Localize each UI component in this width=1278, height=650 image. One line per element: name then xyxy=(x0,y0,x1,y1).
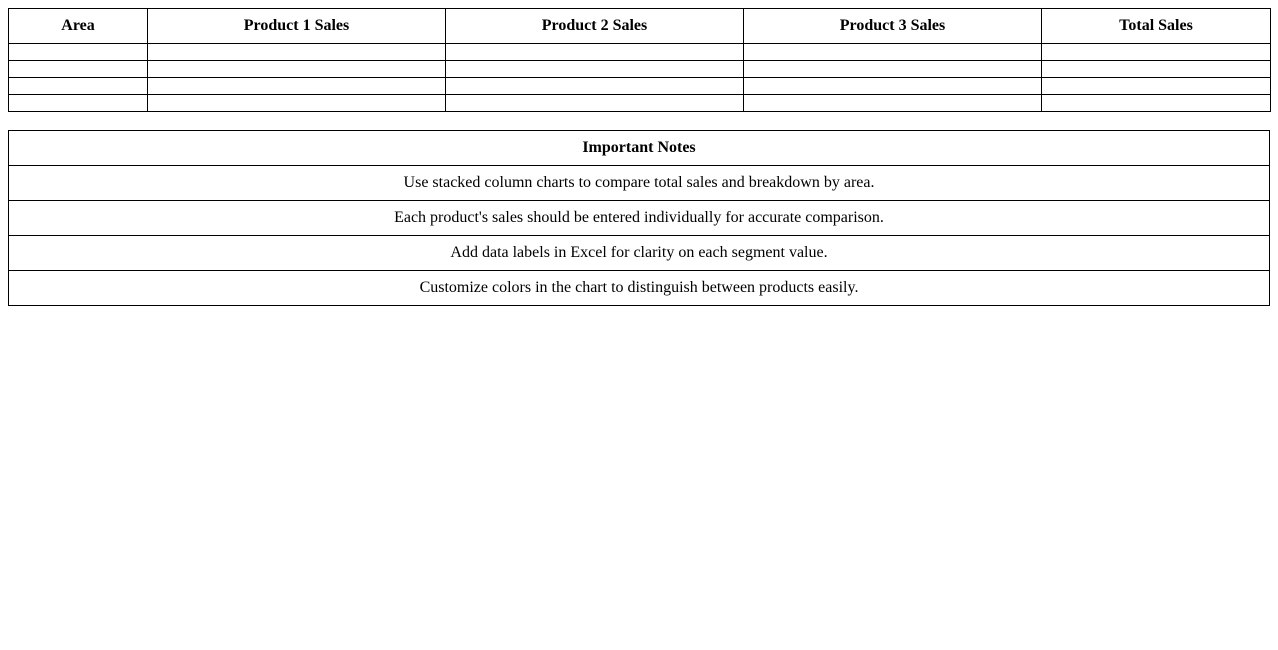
table-cell xyxy=(1042,78,1271,95)
table-row xyxy=(9,78,1271,95)
table-cell xyxy=(9,95,148,112)
table-cell xyxy=(744,44,1042,61)
table-row xyxy=(9,61,1271,78)
table-cell xyxy=(744,61,1042,78)
table-cell xyxy=(446,95,744,112)
table-cell xyxy=(446,44,744,61)
table-cell xyxy=(148,44,446,61)
table-cell xyxy=(148,78,446,95)
header-product-1-sales: Product 1 Sales xyxy=(148,9,446,44)
notes-title: Important Notes xyxy=(9,131,1270,166)
table-cell xyxy=(148,61,446,78)
header-area: Area xyxy=(9,9,148,44)
note-text: Use stacked column charts to compare total sales and breakdown by area. xyxy=(9,166,1270,201)
table-row xyxy=(9,44,1271,61)
table-cell xyxy=(9,61,148,78)
note-row xyxy=(9,271,1270,306)
table-cell xyxy=(1042,95,1271,112)
note-text: Each product's sales should be entered individually for accurate comparison. xyxy=(9,201,1270,236)
notes-header-row xyxy=(9,131,1270,166)
header-total-sales: Total Sales xyxy=(1042,9,1271,44)
table-cell xyxy=(1042,61,1271,78)
header-product-3-sales: Product 3 Sales xyxy=(744,9,1042,44)
sales-table-header-row xyxy=(9,9,1271,44)
table-cell xyxy=(744,78,1042,95)
table-cell xyxy=(9,44,148,61)
table-cell xyxy=(148,95,446,112)
notes-table xyxy=(8,130,1270,306)
note-row xyxy=(9,166,1270,201)
table-cell xyxy=(1042,44,1271,61)
table-row xyxy=(9,95,1271,112)
note-row xyxy=(9,201,1270,236)
table-cell xyxy=(9,78,148,95)
table-cell xyxy=(446,78,744,95)
table-cell xyxy=(446,61,744,78)
note-row xyxy=(9,236,1270,271)
table-cell xyxy=(744,95,1042,112)
sales-table xyxy=(8,8,1271,112)
note-text: Add data labels in Excel for clarity on each segment value. xyxy=(9,236,1270,271)
note-text: Customize colors in the chart to distinguish between products easily. xyxy=(9,271,1270,306)
header-product-2-sales: Product 2 Sales xyxy=(446,9,744,44)
